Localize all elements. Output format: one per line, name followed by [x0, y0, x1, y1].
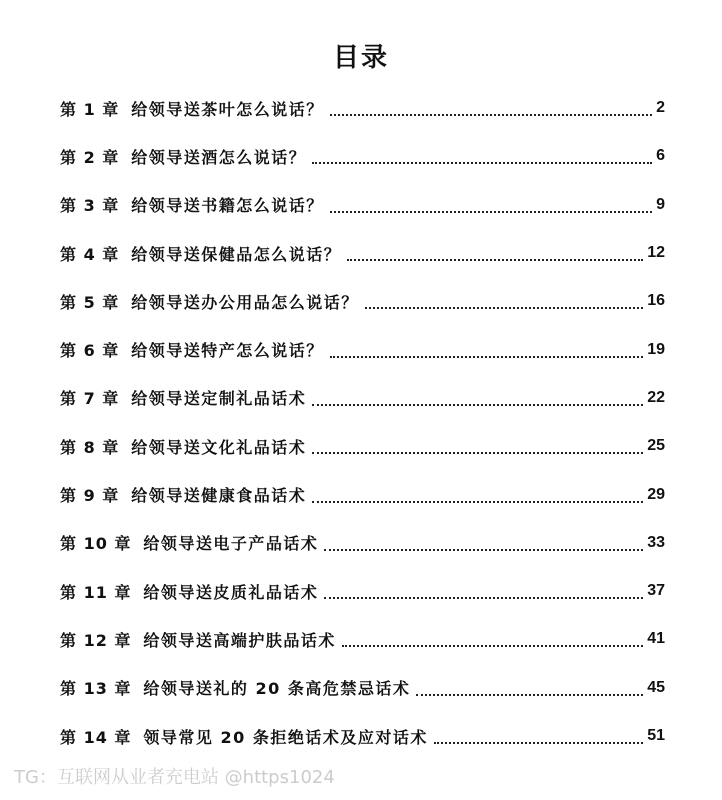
- watermark: TG：互联网从业者充电站 @https1024: [14, 767, 335, 788]
- chapter-number: 第 4 章: [60, 244, 120, 264]
- page-number: 45: [647, 678, 665, 696]
- chapter-title: 给领导送书籍怎么说话？: [131, 196, 324, 216]
- table-of-contents: [60, 84, 665, 760]
- page-number: 37: [647, 582, 665, 600]
- toc-entry: [60, 229, 665, 277]
- page-number: 19: [647, 340, 665, 358]
- chapter-title: 给领导送特产怎么说话？: [131, 341, 324, 361]
- page-number: 6: [656, 147, 665, 165]
- dot-leader: [330, 211, 652, 213]
- page-number: 51: [647, 727, 665, 744]
- toc-entry: [60, 84, 665, 132]
- chapter-title: 给领导送保健品怎么说话？: [131, 244, 342, 264]
- page-number: 33: [647, 533, 665, 551]
- page-number: 41: [647, 630, 665, 648]
- chapter-number: 第 8 章: [60, 437, 120, 457]
- chapter-number: 第 6 章: [60, 341, 120, 361]
- chapter-number: 第 14 章: [60, 727, 132, 747]
- dot-leader: [312, 404, 643, 406]
- page-number: 25: [647, 437, 665, 455]
- toc-entry: [60, 374, 665, 422]
- dot-leader: [342, 645, 643, 647]
- chapter-title: 给领导送健康食品话术: [131, 486, 307, 506]
- chapter-number: 第 10 章: [60, 534, 132, 554]
- toc-entry: [60, 470, 665, 518]
- chapter-number: 第 5 章: [60, 292, 120, 312]
- page-number: 16: [647, 292, 665, 310]
- chapter-number: 第 7 章: [60, 389, 120, 409]
- chapter-title: 给领导送文化礼品话术: [131, 437, 307, 457]
- toc-entry: [60, 664, 665, 712]
- dot-leader: [312, 501, 643, 503]
- chapter-title: 给领导送电子产品话术: [143, 534, 319, 554]
- page-number: 12: [647, 244, 665, 262]
- chapter-title: 给领导送茶叶怎么说话？: [131, 99, 324, 119]
- chapter-number: 第 12 章: [60, 630, 132, 650]
- toc-entry: [60, 325, 665, 373]
- dot-leader: [312, 162, 652, 164]
- chapter-title: 领导常见 20 条拒绝话术及应对话术: [143, 727, 428, 747]
- dot-leader: [330, 356, 643, 358]
- chapter-title: 给领导送定制礼品话术: [131, 389, 307, 409]
- chapter-title: 给领导送皮质礼品话术: [143, 582, 319, 602]
- page-number: 22: [647, 388, 665, 406]
- chapter-title: 给领导送酒怎么说话？: [131, 147, 307, 167]
- chapter-number: 第 2 章: [60, 147, 120, 167]
- toc-entry: [60, 422, 665, 470]
- toc-entry: [60, 712, 665, 760]
- chapter-number: 第 1 章: [60, 99, 120, 119]
- dot-leader: [365, 307, 643, 309]
- toc-entry: [60, 132, 665, 180]
- chapter-title: 给领导送办公用品怎么说话？: [131, 292, 359, 312]
- toc-entry: [60, 181, 665, 229]
- chapter-number: 第 9 章: [60, 486, 120, 506]
- toc-entry: [60, 277, 665, 325]
- page-number: 9: [656, 195, 665, 213]
- dot-leader: [330, 114, 652, 116]
- dot-leader: [324, 549, 643, 551]
- dot-leader: [312, 452, 643, 454]
- chapter-title: 给领导送高端护肤品话术: [143, 630, 336, 650]
- dot-leader: [347, 259, 643, 261]
- dot-leader: [416, 694, 643, 696]
- toc-entry: [60, 615, 665, 663]
- chapter-title: 给领导送礼的 20 条高危禁忌话术: [143, 679, 411, 699]
- page-title: 目录: [332, 43, 389, 73]
- toc-entry: [60, 567, 665, 615]
- toc-entry: [60, 519, 665, 567]
- chapter-number: 第 11 章: [60, 582, 132, 602]
- page-number: 2: [656, 99, 665, 117]
- dot-leader: [324, 597, 643, 599]
- page-number: 29: [647, 485, 665, 503]
- dot-leader: [434, 742, 643, 744]
- chapter-number: 第 3 章: [60, 196, 120, 216]
- chapter-number: 第 13 章: [60, 679, 132, 699]
